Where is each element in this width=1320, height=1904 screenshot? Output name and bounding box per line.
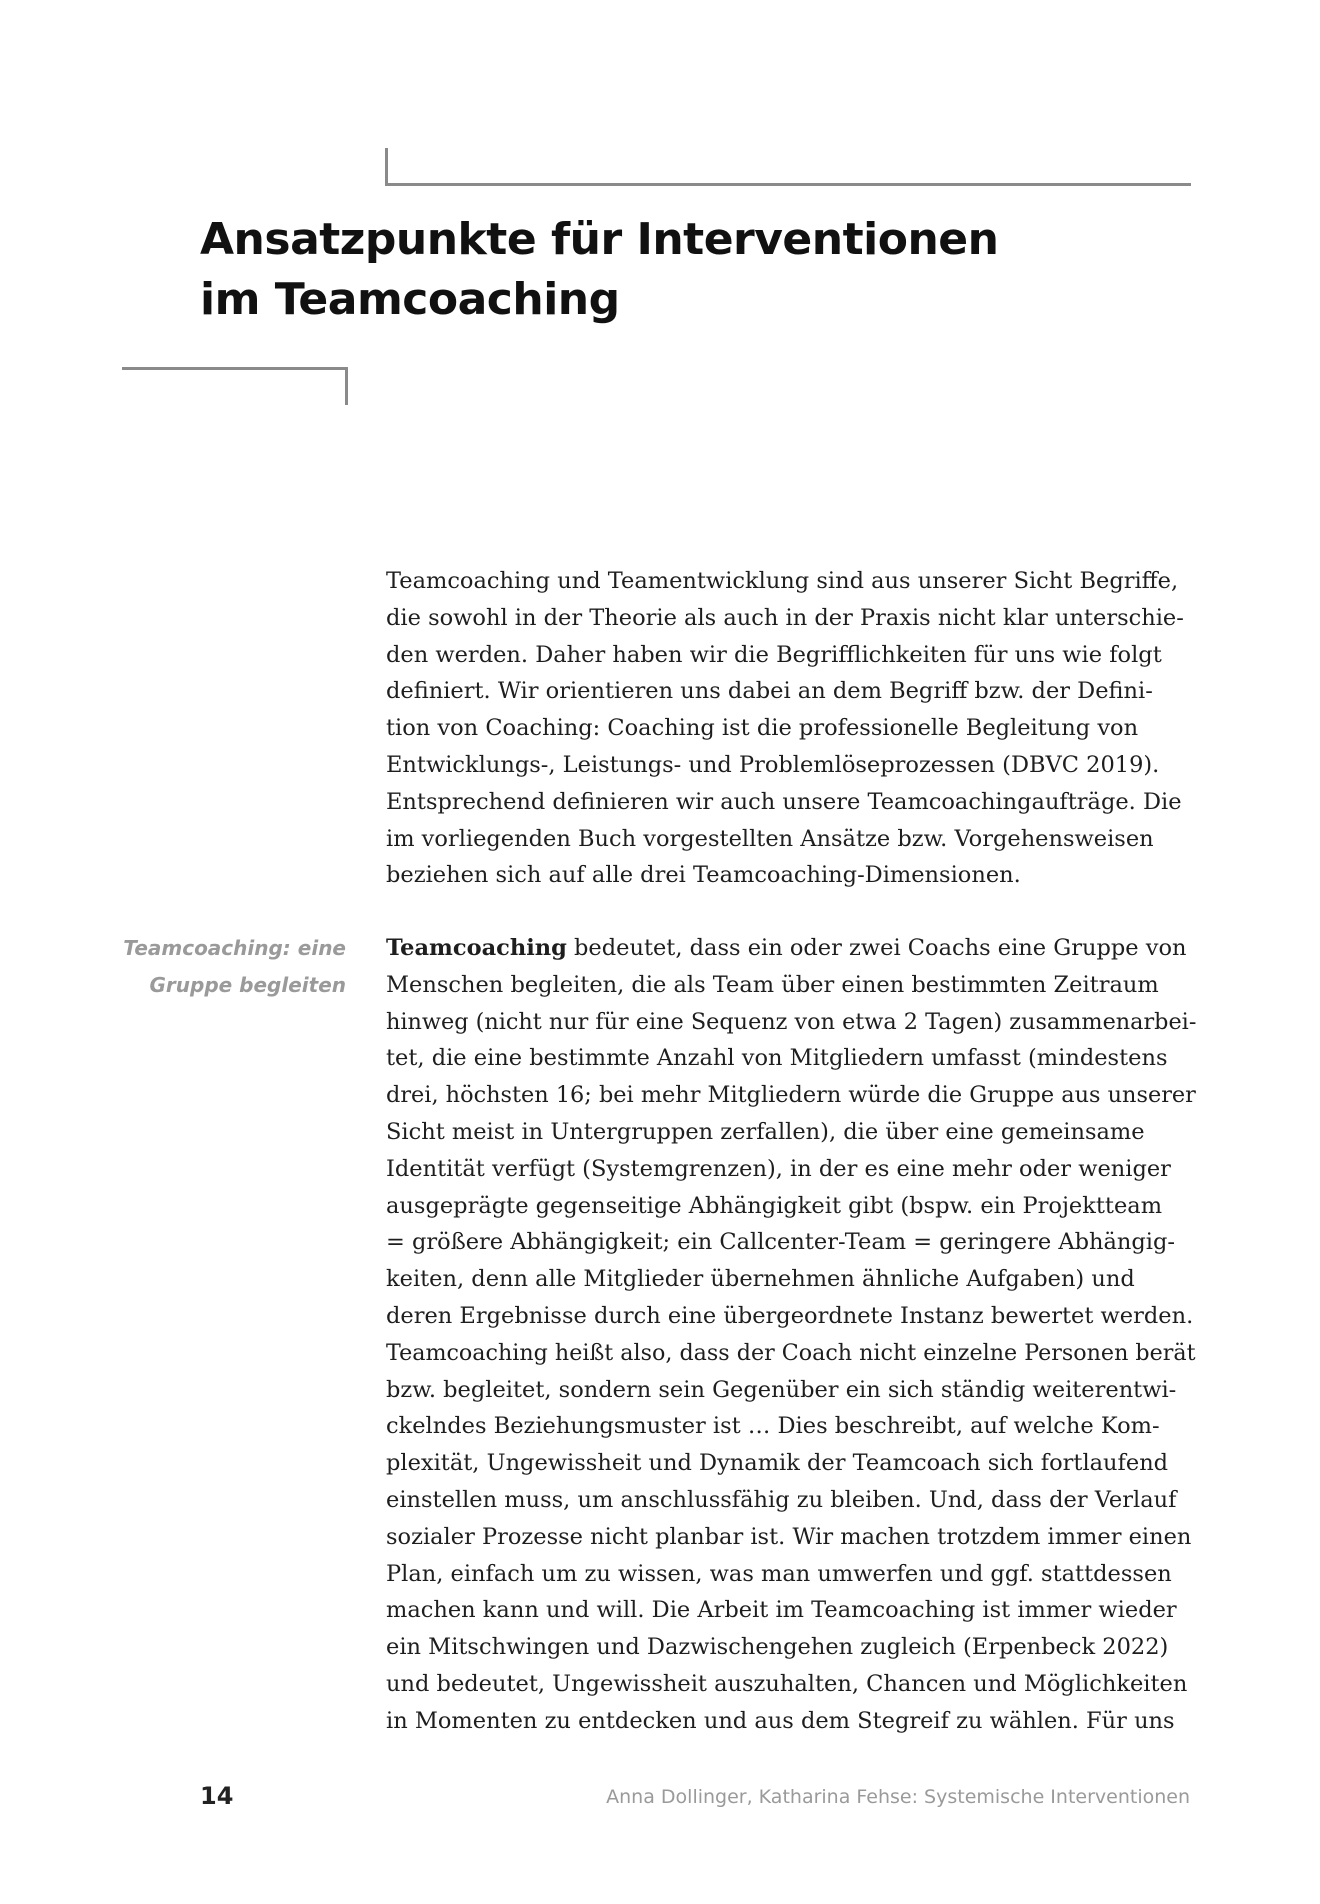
chapter-title-line-1: Ansatzpunkte für Interventionen [200,214,999,265]
bottom-bracket-horizontal-rule [122,367,348,370]
text-line: Entwicklungs-, Leistungs- und Problemlöseprozessen (DBVC 2019). [386,751,1160,778]
text-line: einstellen muss, um anschlussfähig zu bleiben. Und, dass der Verlauf [386,1486,1177,1513]
text-line: Menschen begleiten, die als Team über einen bestimmten Zeitraum [386,971,1159,998]
text-line: Teamcoaching und Teamentwicklung sind aus unserer Sicht Begriffe, [386,568,1179,594]
margin-note-line-2: Gruppe begleiten [149,973,346,997]
bottom-bracket-vertical-rule [345,367,348,405]
intro-paragraph [386,563,1196,894]
text-line: hinweg (nicht nur für eine Sequenz von etwa 2 Tagen) zusammenarbei- [386,1008,1197,1035]
margin-note-line-1: Teamcoaching: eine [123,936,346,960]
lead-line-rest: bedeutet, dass ein oder zwei Coachs eine Gruppe von [566,935,1187,961]
text-line [386,930,1196,967]
text-line: plexität, Ungewissheit und Dynamik der Teamcoach sich fortlaufend [386,1450,1169,1477]
text-line: = größere Abhängigkeit; ein Callcenter-Team = geringere Abhängig- [386,1229,1175,1256]
text-line: keiten, denn alle Mitglieder übernehmen ähnliche Aufgaben) und [386,1266,1135,1293]
lead-term: Teamcoaching [386,935,567,961]
text-line: und bedeutet, Ungewissheit auszuhalten, Chancen und Möglichkeiten [386,1670,1188,1697]
text-line: tet, die eine bestimmte Anzahl von Mitgliedern umfasst (mindestens [386,1045,1168,1072]
text-line: ckelndes Beziehungsmuster ist … Dies beschreibt, auf welche Kom- [386,1413,1160,1440]
text-line: ein Mitschwingen und Dazwischengehen zugleich (Erpenbeck 2022) [386,1634,1169,1661]
top-bracket-horizontal-rule [385,183,1191,186]
text-line: die sowohl in der Theorie als auch in der Praxis nicht klar unterschie- [386,604,1184,631]
text-line: Teamcoaching heißt also, dass der Coach nicht einzelne Personen berät [386,1339,1196,1366]
teamcoaching-definition-paragraph [386,930,1196,1740]
text-line: bzw. begleitet, sondern sein Gegenüber ein sich ständig weiterentwi- [386,1376,1177,1403]
text-line: ausgeprägte gegenseitige Abhängigkeit gibt (bspw. ein Projektteam [386,1192,1163,1219]
text-line: im vorliegenden Buch vorgestellten Ansätze bzw. Vorgehensweisen [386,825,1154,852]
text-line: machen kann und will. Die Arbeit im Teamcoaching ist immer wieder [386,1597,1177,1624]
text-line: sozialer Prozesse nicht planbar ist. Wir machen trotzdem immer einen [386,1523,1192,1550]
text-line: drei, höchsten 16; bei mehr Mitgliedern würde die Gruppe aus unserer [386,1082,1196,1109]
text-line: Entsprechend definieren wir auch unsere Teamcoachingaufträge. Die [386,788,1182,815]
text-line: definiert. Wir orientieren uns dabei an dem Begriff bzw. der Defini- [386,678,1153,705]
text-line: in Momenten zu entdecken und aus dem Stegreif zu wählen. Für uns [386,1707,1175,1734]
text-line: Identität verfügt (Systemgrenzen), in der es eine mehr oder weniger [386,1155,1171,1182]
text-line: Plan, einfach um zu wissen, was man umwerfen und ggf. stattdessen [386,1560,1172,1587]
margin-note [123,930,346,1004]
text-line: beziehen sich auf alle drei Teamcoaching-Dimensionen. [386,862,1021,889]
text-line: tion von Coaching: Coaching ist die professionelle Begleitung von [386,715,1139,742]
chapter-title [200,210,998,330]
text-line: deren Ergebnisse durch eine übergeordnete Instanz bewertet werden. [386,1302,1194,1329]
text-line: den werden. Daher haben wir die Begrifflichkeiten für uns wie folgt [386,641,1162,668]
top-bracket-vertical-rule [385,148,388,186]
page-number: 14 [200,1782,234,1810]
chapter-title-line-2: im Teamcoaching [200,274,620,325]
text-line: Sicht meist in Untergruppen zerfallen), die über eine gemeinsame [386,1118,1145,1145]
footer-credit: Anna Dollinger, Katharina Fehse: Systemische Interventionen [606,1786,1190,1808]
